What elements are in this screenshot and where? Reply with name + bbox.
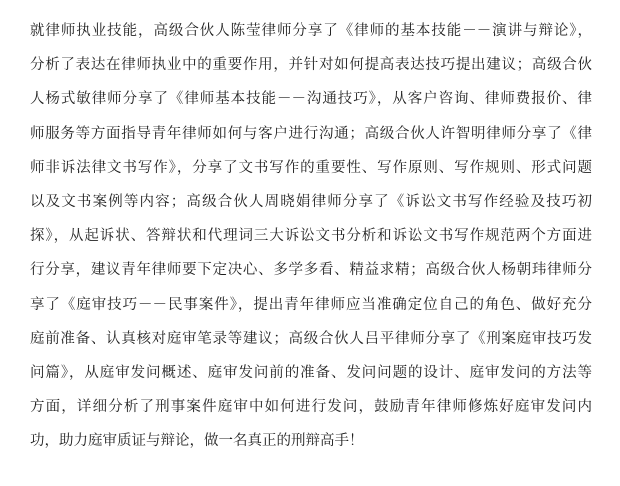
paragraph-line-12: 方面，详细分析了刑事案件庭审中如何进行发问，鼓励青年律师修炼好庭审发问内 bbox=[30, 399, 592, 416]
paragraph-line-7: 探》，从起诉状、答辩状和代理词三大诉讼文书分析和诉讼文书写作规范两个方面进 bbox=[30, 228, 592, 245]
paragraph-line-13: 功，助力庭审质证与辩论，做一名真正的刑辩高手！ bbox=[30, 433, 364, 450]
paragraph-line-9: 享了《庭审技巧－－民事案件》，提出青年律师应当准确定位自己的角色、做好充分 bbox=[30, 296, 592, 313]
paragraph-line-4: 师服务等方面指导青年律师如何与客户进行沟通；高级合伙人许智明律师分享了《律 bbox=[30, 125, 592, 142]
paragraph-line-3: 人杨式敏律师分享了《律师基本技能－－沟通技巧》，从客户咨询、律师费报价、律 bbox=[30, 91, 592, 108]
article-paragraph bbox=[30, 14, 592, 458]
paragraph-line-10: 庭前准备、认真核对庭审笔录等建议；高级合伙人吕平律师分享了《刑案庭审技巧发 bbox=[30, 330, 592, 347]
paragraph-line-1: 就律师执业技能，高级合伙人陈莹律师分享了《律师的基本技能－－演讲与辩论》， bbox=[30, 23, 592, 39]
paragraph-line-2: 分析了表达在律师执业中的重要作用，并针对如何提高表达技巧提出建议；高级合伙 bbox=[30, 57, 592, 74]
paragraph-line-6: 以及文书案例等内容；高级合伙人周晓娟律师分享了《诉讼文书写作经验及技巧初 bbox=[30, 193, 592, 210]
paragraph-line-11: 问篇》，从庭审发问概述、庭审发问前的准备、发问问题的设计、庭审发问的方法等 bbox=[30, 364, 592, 381]
paragraph-line-8: 行分享，建议青年律师要下定决心、多学多看、精益求精；高级合伙人杨朝玮律师分 bbox=[30, 262, 592, 279]
paragraph-line-5: 师非诉法律文书写作》，分享了文书写作的重要性、写作原则、写作规则、形式问题 bbox=[30, 159, 592, 176]
